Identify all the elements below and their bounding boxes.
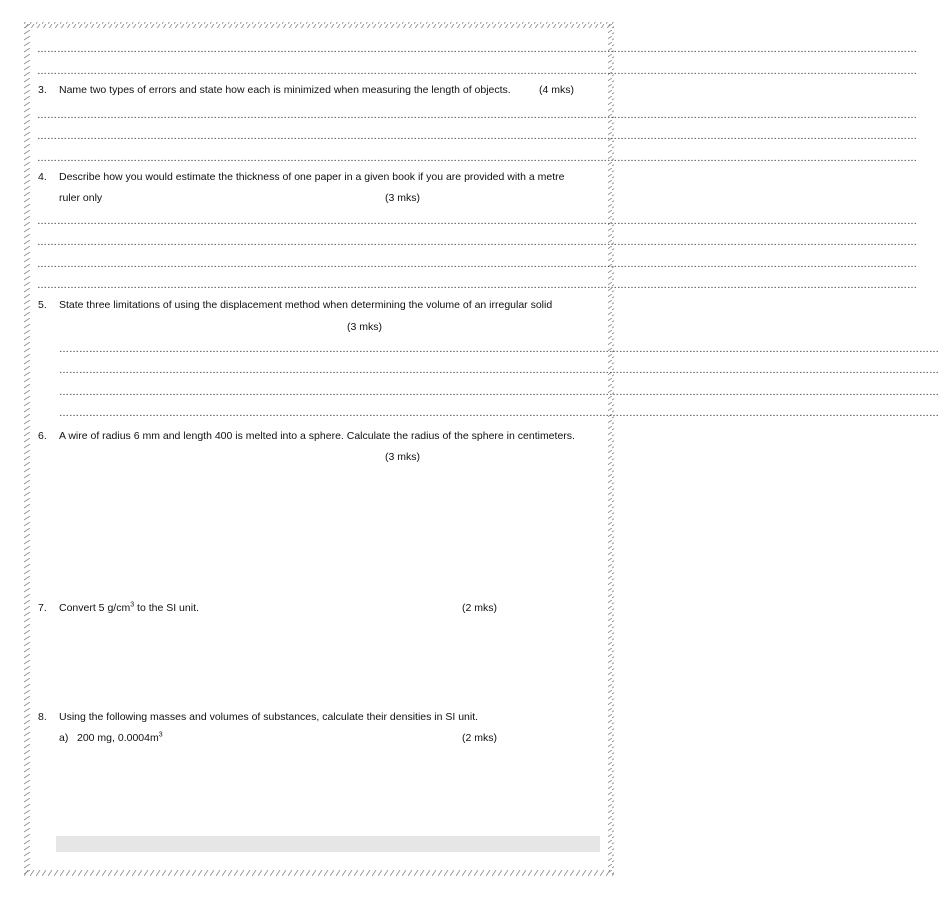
question-4-marks: (3 mks): [385, 192, 420, 204]
question-7-marks: (2 mks): [462, 602, 497, 614]
question-8-text: Using the following masses and volumes of substances, calculate their densities in SI unit.: [59, 711, 479, 723]
question-number: 6.: [38, 430, 47, 442]
answer-line: …………………………………………………………………………………………………………………………………………………………………………………………………………………………………………: [37, 66, 917, 77]
answer-line: …………………………………………………………………………………………………………………………………………………………………………………………………………………………………………: [37, 216, 917, 227]
question-number: 4.: [38, 171, 47, 183]
answer-line: …………………………………………………………………………………………………………………………………………………………………………………………………………………………………………: [37, 131, 917, 142]
question-8a-value: 200 mg, 0.0004m: [77, 732, 159, 744]
question-number: 3.: [38, 84, 47, 96]
answer-line: …………………………………………………………………………………………………………………………………………………………………………………………………………………………………………: [37, 44, 917, 55]
question-number: 5.: [38, 299, 47, 311]
question-6-text: A wire of radius 6 mm and length 400 is melted into a sphere. Calculate the radius of the sphere in centimeters.: [59, 430, 575, 442]
answer-line: …………………………………………………………………………………………………………………………………………………………………………………………………………………………………………: [59, 365, 939, 376]
question-7-text-after: to the SI unit.: [134, 602, 199, 614]
answer-line: …………………………………………………………………………………………………………………………………………………………………………………………………………………………………………: [37, 259, 917, 270]
question-5-text: State three limitations of using the displacement method when determining the volume of an irregular solid: [59, 299, 553, 311]
question-number: 8.: [38, 711, 47, 723]
answer-line: …………………………………………………………………………………………………………………………………………………………………………………………………………………………………………: [37, 280, 917, 291]
answer-line: …………………………………………………………………………………………………………………………………………………………………………………………………………………………………………: [37, 110, 917, 121]
question-8a-marks: (2 mks): [462, 732, 497, 744]
superscript: 3: [158, 731, 163, 739]
question-7-text-before: Convert 5 g/cm: [59, 602, 131, 614]
answer-line: …………………………………………………………………………………………………………………………………………………………………………………………………………………………………………: [59, 344, 939, 355]
question-4-text-continued: ruler only: [59, 192, 103, 204]
question-5-marks: (3 mks): [347, 321, 382, 333]
answer-line: …………………………………………………………………………………………………………………………………………………………………………………………………………………………………………: [37, 237, 917, 248]
question-6-marks: (3 mks): [385, 451, 420, 463]
answer-line: …………………………………………………………………………………………………………………………………………………………………………………………………………………………………………: [59, 408, 939, 419]
footer-bar: [56, 836, 600, 852]
question-3-text: Name two types of errors and state how each is minimized when measuring the length of objects.: [59, 84, 511, 96]
answer-line: …………………………………………………………………………………………………………………………………………………………………………………………………………………………………………: [37, 153, 917, 164]
question-8a-text: [77, 731, 163, 745]
question-8a-label: a): [59, 732, 69, 744]
answer-line: …………………………………………………………………………………………………………………………………………………………………………………………………………………………………………: [59, 387, 939, 398]
question-number: 7.: [38, 602, 47, 614]
question-3-marks: (4 mks): [539, 84, 574, 96]
superscript: 3: [130, 601, 135, 609]
question-4-text: Describe how you would estimate the thickness of one paper in a given book if you are provided with a metre: [59, 171, 565, 183]
question-7-text: [59, 601, 199, 615]
